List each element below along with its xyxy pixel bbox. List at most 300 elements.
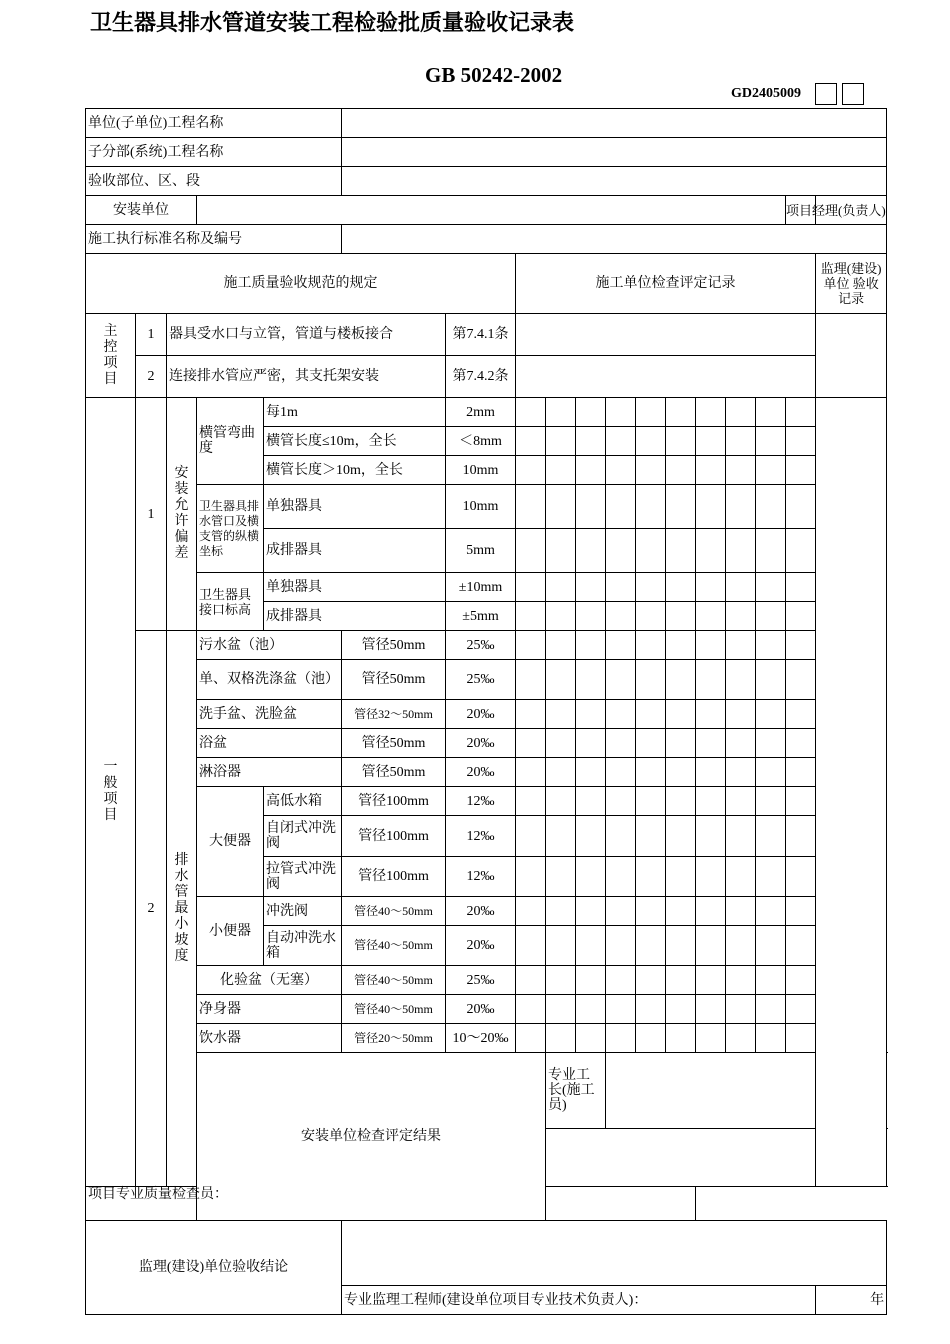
record-cell[interactable] [636, 660, 666, 700]
record-cell[interactable] [756, 427, 786, 456]
slope-value: 20‰ [446, 758, 516, 787]
record-cell[interactable] [516, 995, 546, 1024]
record-cell[interactable] [636, 485, 666, 529]
form-title: 卫生器具排水管道安装工程检验批质量验收记录表 [90, 11, 575, 36]
record-cell[interactable] [606, 660, 636, 700]
slope-diameter: 管径100mm [342, 787, 446, 816]
slope-diameter: 管径50mm [342, 631, 446, 660]
unit-project-label: 单位(子单位)工程名称 [86, 109, 342, 138]
main-item-clause: 第7.4.2条 [446, 356, 516, 398]
record-cell[interactable] [636, 758, 666, 787]
record-cell[interactable] [516, 456, 546, 485]
record-cell[interactable] [696, 995, 726, 1024]
record-cell[interactable] [786, 398, 816, 427]
record-cell[interactable] [546, 787, 576, 816]
record-cell[interactable] [756, 485, 786, 529]
bend-value: ＜8mm [446, 427, 516, 456]
record-cell[interactable] [516, 631, 546, 660]
record-cell[interactable] [516, 1024, 546, 1053]
record-cell[interactable] [606, 1024, 636, 1053]
record-cell[interactable] [576, 857, 606, 897]
record-cell[interactable] [636, 573, 666, 602]
record-cell[interactable] [786, 758, 816, 787]
slope-item: 化验盆（无塞） [197, 966, 342, 995]
slope-diameter: 管径50mm [342, 660, 446, 700]
record-cell[interactable] [786, 787, 816, 816]
record-cell[interactable] [516, 897, 546, 926]
record-cell[interactable] [606, 729, 636, 758]
main-item-record[interactable] [516, 314, 816, 356]
record-cell[interactable] [606, 456, 636, 485]
record-cell[interactable] [576, 660, 606, 700]
record-cell[interactable] [546, 758, 576, 787]
record-cell[interactable] [546, 700, 576, 729]
slope-diameter: 管径40～50mm [342, 966, 446, 995]
sub-project-value[interactable] [342, 138, 887, 167]
record-cell[interactable] [606, 573, 636, 602]
record-cell[interactable] [576, 966, 606, 995]
supervisor-conclusion-area[interactable] [342, 1221, 887, 1286]
record-cell[interactable] [726, 602, 756, 631]
record-cell[interactable] [576, 787, 606, 816]
record-cell[interactable] [756, 1024, 786, 1053]
record-cell[interactable] [576, 729, 606, 758]
record-cell[interactable] [756, 995, 786, 1024]
slope-value: 12‰ [446, 816, 516, 857]
record-cell[interactable] [636, 456, 666, 485]
record-cell[interactable] [516, 816, 546, 857]
record-cell[interactable] [666, 787, 696, 816]
record-cell[interactable] [636, 857, 666, 897]
record-cell[interactable] [546, 398, 576, 427]
record-cell[interactable] [756, 758, 786, 787]
record-cell[interactable] [756, 573, 786, 602]
record-cell[interactable] [696, 529, 726, 573]
record-cell[interactable] [516, 529, 546, 573]
main-item-text: 连接排水管应严密，其支托架安装 [167, 356, 446, 398]
record-cell[interactable] [516, 700, 546, 729]
record-cell[interactable] [786, 660, 816, 700]
record-cell[interactable] [636, 398, 666, 427]
slope-diameter: 管径40～50mm [342, 926, 446, 966]
record-cell[interactable] [576, 398, 606, 427]
record-cell[interactable] [606, 926, 636, 966]
foreman-value[interactable] [606, 1053, 816, 1129]
general-item-no: 1 [136, 398, 167, 631]
record-cell[interactable] [636, 897, 666, 926]
main-item-no: 2 [136, 356, 167, 398]
bend-value: 2mm [446, 398, 516, 427]
year-label: 年 [816, 1286, 887, 1315]
record-cell[interactable] [756, 897, 786, 926]
record-cell[interactable] [666, 427, 696, 456]
bend-item: 每1m [264, 398, 446, 427]
record-cell[interactable] [606, 816, 636, 857]
record-cell[interactable] [546, 857, 576, 897]
spec-header: 施工质量验收规范的规定 [86, 254, 516, 314]
elev-name: 卫生器具接口标高 [197, 573, 264, 631]
main-items-label: 主控项目 [86, 314, 136, 398]
record-cell[interactable] [756, 857, 786, 897]
record-cell[interactable] [666, 398, 696, 427]
toilet-name: 大便器 [197, 787, 264, 897]
record-cell[interactable] [666, 485, 696, 529]
urinal-item: 冲洗阀 [264, 897, 342, 926]
record-cell[interactable] [666, 602, 696, 631]
record-cell[interactable] [726, 456, 756, 485]
record-cell[interactable] [756, 529, 786, 573]
record-cell[interactable] [546, 1024, 576, 1053]
record-cell[interactable] [636, 529, 666, 573]
record-cell[interactable] [696, 758, 726, 787]
record-cell[interactable] [696, 602, 726, 631]
record-cell[interactable] [546, 573, 576, 602]
record-cell[interactable] [696, 729, 726, 758]
record-cell[interactable] [636, 787, 666, 816]
toilet-item: 自闭式冲洗阀 [264, 816, 342, 857]
standard-name-label: 施工执行标准名称及编号 [86, 225, 342, 254]
coord-item: 单独器具 [264, 485, 446, 529]
record-cell[interactable] [666, 631, 696, 660]
bend-item: 横管长度≤10m，全长 [264, 427, 446, 456]
elev-value: ±5mm [446, 602, 516, 631]
slope-item: 浴盆 [197, 729, 342, 758]
record-cell[interactable] [606, 427, 636, 456]
record-cell[interactable] [606, 787, 636, 816]
record-cell[interactable] [576, 529, 606, 573]
record-cell[interactable] [696, 456, 726, 485]
supervisor-conclusion-label: 监理(建设)单位验收结论 [86, 1221, 342, 1315]
record-cell[interactable] [636, 631, 666, 660]
slope-item: 洗手盆、洗脸盆 [197, 700, 342, 729]
toilet-item: 高低水箱 [264, 787, 342, 816]
form-code: GD2405009 [731, 86, 801, 101]
slope-value: 20‰ [446, 729, 516, 758]
record-cell[interactable] [546, 729, 576, 758]
record-cell[interactable] [516, 857, 546, 897]
record-cell[interactable] [756, 456, 786, 485]
record-cell[interactable] [696, 897, 726, 926]
record-cell[interactable] [756, 926, 786, 966]
record-cell[interactable] [516, 573, 546, 602]
record-cell[interactable] [756, 787, 786, 816]
record-cell[interactable] [546, 456, 576, 485]
record-cell[interactable] [576, 995, 606, 1024]
record-cell[interactable] [726, 660, 756, 700]
record-cell[interactable] [726, 529, 756, 573]
slope-value: 20‰ [446, 897, 516, 926]
record-cell[interactable] [786, 631, 816, 660]
record-cell[interactable] [696, 926, 726, 966]
record-cell[interactable] [726, 995, 756, 1024]
record-cell[interactable] [756, 602, 786, 631]
record-cell[interactable] [726, 700, 756, 729]
record-cell[interactable] [756, 660, 786, 700]
main-item-text: 器具受水口与立管，管道与楼板接合 [167, 314, 446, 356]
record-cell[interactable] [636, 729, 666, 758]
record-cell[interactable] [546, 966, 576, 995]
record-cell[interactable] [636, 995, 666, 1024]
record-cell[interactable] [666, 700, 696, 729]
record-cell[interactable] [696, 787, 726, 816]
record-cell[interactable] [696, 398, 726, 427]
record-cell[interactable] [546, 660, 576, 700]
coord-value: 10mm [446, 485, 516, 529]
record-cell[interactable] [666, 573, 696, 602]
slope-value: 12‰ [446, 787, 516, 816]
slope-diameter: 管径32～50mm [342, 700, 446, 729]
general-supervisor-record[interactable] [816, 398, 887, 1187]
record-cell[interactable] [516, 966, 546, 995]
slope-diameter: 管径20～50mm [342, 1024, 446, 1053]
record-cell[interactable] [546, 995, 576, 1024]
record-cell[interactable] [786, 926, 816, 966]
record-cell[interactable] [576, 427, 606, 456]
record-cell[interactable] [726, 816, 756, 857]
record-cell[interactable] [726, 631, 756, 660]
record-cell[interactable] [576, 897, 606, 926]
record-cell[interactable] [516, 602, 546, 631]
elev-value: ±10mm [446, 573, 516, 602]
record-cell[interactable] [726, 485, 756, 529]
record-cell[interactable] [696, 573, 726, 602]
record-cell[interactable] [756, 398, 786, 427]
record-cell[interactable] [786, 857, 816, 897]
record-cell[interactable] [516, 398, 546, 427]
record-cell[interactable] [786, 427, 816, 456]
record-cell[interactable] [666, 816, 696, 857]
record-cell[interactable] [726, 758, 756, 787]
record-cell[interactable] [696, 816, 726, 857]
install-result-area[interactable] [546, 1129, 887, 1187]
general-item-category: 排水管最小坡度 [167, 631, 197, 1187]
record-cell[interactable] [786, 966, 816, 995]
record-cell[interactable] [636, 700, 666, 729]
form-code-box-1[interactable] [815, 83, 837, 105]
urinal-item: 自动冲洗水箱 [264, 926, 342, 966]
record-cell[interactable] [546, 485, 576, 529]
record-cell[interactable] [786, 995, 816, 1024]
record-cell[interactable] [606, 602, 636, 631]
record-cell[interactable] [726, 729, 756, 758]
slope-item: 饮水器 [197, 1024, 342, 1053]
record-cell[interactable] [786, 897, 816, 926]
record-cell[interactable] [516, 485, 546, 529]
record-cell[interactable] [666, 1024, 696, 1053]
record-cell[interactable] [756, 631, 786, 660]
sub-project-label: 子分部(系统)工程名称 [86, 138, 342, 167]
record-cell[interactable] [786, 1024, 816, 1053]
record-cell[interactable] [546, 897, 576, 926]
record-cell[interactable] [576, 700, 606, 729]
slope-item: 净身器 [197, 995, 342, 1024]
record-cell[interactable] [636, 926, 666, 966]
record-cell[interactable] [576, 456, 606, 485]
record-cell[interactable] [786, 456, 816, 485]
record-cell[interactable] [516, 926, 546, 966]
coord-name: 卫生器具排水管口及横支管的纵横坐标 [197, 485, 264, 573]
record-cell[interactable] [576, 485, 606, 529]
record-cell[interactable] [696, 857, 726, 897]
record-cell[interactable] [546, 926, 576, 966]
record-cell[interactable] [636, 1024, 666, 1053]
record-cell[interactable] [786, 602, 816, 631]
record-cell[interactable] [786, 729, 816, 758]
record-cell[interactable] [786, 529, 816, 573]
slope-value: 20‰ [446, 926, 516, 966]
record-cell[interactable] [786, 700, 816, 729]
slope-item: 淋浴器 [197, 758, 342, 787]
record-cell[interactable] [576, 602, 606, 631]
record-cell[interactable] [546, 631, 576, 660]
bend-value: 10mm [446, 456, 516, 485]
coord-item: 成排器具 [264, 529, 446, 573]
slope-value: 20‰ [446, 995, 516, 1024]
general-item-no: 2 [136, 631, 167, 1187]
record-cell[interactable] [666, 995, 696, 1024]
record-cell[interactable] [756, 729, 786, 758]
slope-value: 12‰ [446, 857, 516, 897]
record-cell[interactable] [636, 966, 666, 995]
slope-item: 单、双格洗涤盆（池） [197, 660, 342, 700]
record-cell[interactable] [636, 602, 666, 631]
record-cell[interactable] [726, 966, 756, 995]
form-code-box-2[interactable] [842, 83, 864, 105]
install-unit-value[interactable] [197, 196, 786, 225]
toilet-item: 拉管式冲洗阀 [264, 857, 342, 897]
standard-code: GB 50242-2002 [425, 63, 563, 87]
inspection-form-table [85, 108, 887, 1315]
record-cell[interactable] [606, 398, 636, 427]
main-items-supervisor-record[interactable] [816, 314, 887, 398]
record-cell[interactable] [666, 660, 696, 700]
record-cell[interactable] [606, 485, 636, 529]
record-cell[interactable] [606, 995, 636, 1024]
record-cell[interactable] [696, 1024, 726, 1053]
record-cell[interactable] [516, 660, 546, 700]
elev-item: 成排器具 [264, 602, 446, 631]
urinal-name: 小便器 [197, 897, 264, 966]
record-cell[interactable] [606, 897, 636, 926]
bend-item: 横管长度＞10m，全长 [264, 456, 446, 485]
record-cell[interactable] [696, 660, 726, 700]
record-cell[interactable] [636, 427, 666, 456]
project-manager-label: 项目经理(负责人) [786, 196, 816, 225]
slope-value: 20‰ [446, 700, 516, 729]
slope-value: 25‰ [446, 966, 516, 995]
record-cell[interactable] [666, 758, 696, 787]
bend-name: 横管弯曲度 [197, 398, 264, 485]
supervisor-engineer-label: 专业监理工程师(建设单位项目专业技术负责人)： [342, 1286, 816, 1315]
record-cell[interactable] [606, 758, 636, 787]
record-cell[interactable] [696, 631, 726, 660]
record-cell[interactable] [726, 897, 756, 926]
unit-project-value[interactable] [342, 109, 887, 138]
record-cell[interactable] [576, 758, 606, 787]
main-item-no: 1 [136, 314, 167, 356]
record-cell[interactable] [636, 816, 666, 857]
slope-diameter: 管径100mm [342, 816, 446, 857]
record-cell[interactable] [726, 398, 756, 427]
record-cell[interactable] [546, 816, 576, 857]
record-cell[interactable] [696, 427, 726, 456]
record-cell[interactable] [696, 966, 726, 995]
record-cell[interactable] [576, 1024, 606, 1053]
record-cell[interactable] [666, 529, 696, 573]
record-cell[interactable] [546, 427, 576, 456]
record-cell[interactable] [756, 966, 786, 995]
record-cell[interactable] [666, 857, 696, 897]
record-cell[interactable] [606, 857, 636, 897]
slope-value: 25‰ [446, 660, 516, 700]
record-cell[interactable] [666, 729, 696, 758]
record-cell[interactable] [756, 816, 786, 857]
record-cell[interactable] [696, 700, 726, 729]
record-cell[interactable] [516, 758, 546, 787]
record-cell[interactable] [666, 456, 696, 485]
record-cell[interactable] [516, 729, 546, 758]
coord-value: 5mm [446, 529, 516, 573]
record-cell[interactable] [576, 816, 606, 857]
record-cell[interactable] [666, 926, 696, 966]
record-cell[interactable] [606, 966, 636, 995]
record-cell[interactable] [576, 926, 606, 966]
record-cell[interactable] [726, 1024, 756, 1053]
record-cell[interactable] [726, 926, 756, 966]
general-item-category: 安装允许偏差 [167, 398, 197, 631]
record-cell[interactable] [606, 700, 636, 729]
record-cell[interactable] [726, 787, 756, 816]
record-cell[interactable] [606, 529, 636, 573]
record-cell[interactable] [546, 602, 576, 631]
install-unit-label: 安装单位 [86, 196, 197, 225]
slope-diameter: 管径50mm [342, 729, 446, 758]
acceptance-part-label: 验收部位、区、段 [86, 167, 342, 196]
standard-name-value[interactable] [342, 225, 887, 254]
record-cell[interactable] [576, 631, 606, 660]
record-cell[interactable] [786, 573, 816, 602]
qc-inspector-label: 项目专业质量检查员： [86, 1187, 696, 1221]
general-items-label: 一般项目 [86, 398, 136, 1187]
record-cell[interactable] [576, 573, 606, 602]
elev-item: 单独器具 [264, 573, 446, 602]
contractor-record-header: 施工单位检查评定记录 [516, 254, 816, 314]
record-cell[interactable] [516, 427, 546, 456]
slope-item: 污水盆（池） [197, 631, 342, 660]
record-cell[interactable] [726, 427, 756, 456]
record-cell[interactable] [786, 816, 816, 857]
record-cell[interactable] [726, 857, 756, 897]
install-result-label: 安装单位检查评定结果 [197, 1053, 546, 1221]
main-item-record[interactable] [516, 356, 816, 398]
slope-diameter: 管径50mm [342, 758, 446, 787]
record-cell[interactable] [666, 966, 696, 995]
supervisor-record-header: 监理(建设)单位 验收记录 [816, 254, 887, 314]
record-cell[interactable] [546, 529, 576, 573]
record-cell[interactable] [696, 485, 726, 529]
slope-diameter: 管径40～50mm [342, 897, 446, 926]
foreman-label: 专业工长(施工员) [546, 1053, 606, 1129]
record-cell[interactable] [726, 573, 756, 602]
slope-value: 25‰ [446, 631, 516, 660]
record-cell[interactable] [786, 485, 816, 529]
record-cell[interactable] [666, 897, 696, 926]
slope-diameter: 管径100mm [342, 857, 446, 897]
acceptance-part-value[interactable] [342, 167, 887, 196]
record-cell[interactable] [756, 700, 786, 729]
record-cell[interactable] [606, 631, 636, 660]
record-cell[interactable] [516, 787, 546, 816]
